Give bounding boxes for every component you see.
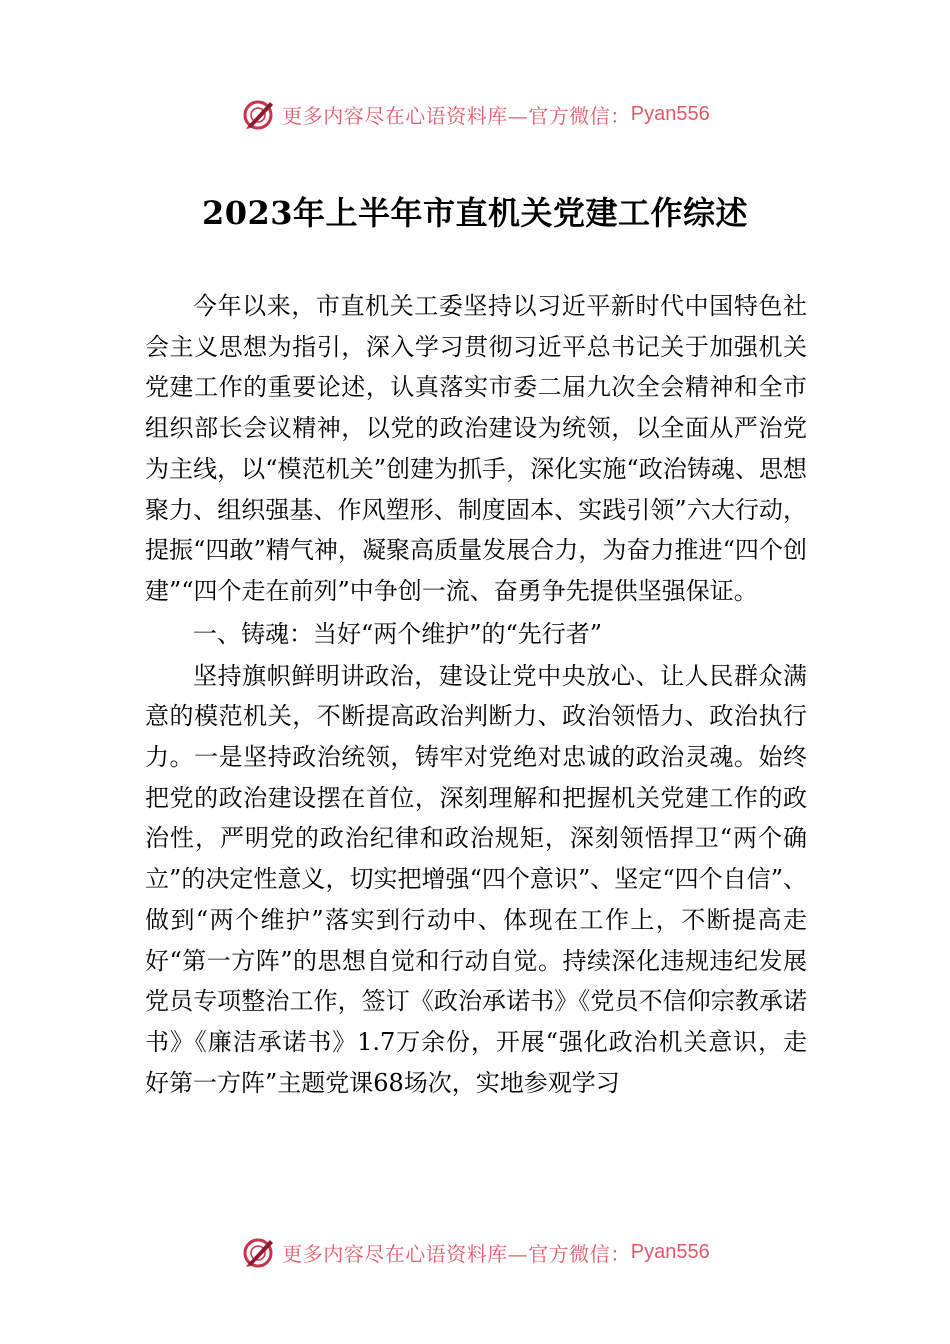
pen-logo-icon xyxy=(240,1234,276,1270)
watermark-text: 更多内容尽在心语资料库—官方微信： xyxy=(282,1241,631,1266)
header-watermark xyxy=(0,94,950,134)
section-heading: 一、铸魂：当好“两个维护”的“先行者” xyxy=(193,619,603,648)
document-title: 2023年上半年市直机关党建工作综述 xyxy=(201,194,749,232)
body-paragraph: 坚持旗帜鲜明讲政治，建设让党中央放心、让人民群众满意的模范机关，不断提高政治判断力、政治领悟力、政治执行力。一是坚持政治统领，铸牢对党绝对忠诚的政治灵魂。始终把党的政治建设摆在首位，深刻理解和把握机关党建工作的政治性，严明党的政治纪律和政治规矩，深刻领悟捍卫“两个确立”的决定性意义，切实把增强“四个意识”、坚定“四个自信”、做到“两个维护”落实到行动中、体现在工作上，不断提高走好“第一方阵”的思想自觉和行动自觉。持续深化违规违纪发展党员专项整治工作，签订《政治承诺书》《党员不信仰宗教承诺书》《廉洁承诺书》1.7万余份，开展“强化政治机关意识，走好第一方阵”主题党课68场次，实地参观学习 xyxy=(145,661,807,1097)
pen-logo-icon xyxy=(240,96,276,132)
watermark-wechat-id: Pyan556 xyxy=(630,102,710,125)
intro-paragraph: 今年以来，市直机关工委坚持以习近平新时代中国特色社会主义思想为指引，深入学习贯彻习近平总书记关于加强机关党建工作的重要论述，认真落实市委二届九次全会精神和全市组织部长会议精神，以党的政治建设为统领，以全面从严治党为主线，以“模范机关”创建为抓手，深化实施“政治铸魂、思想聚力、组织强基、作风塑形、制度固本、实践引领”六大行动，提振“四敢”精气神，凝聚高质量发展合力，为奋力推进“四个创建”“四个走在前列”中争创一流、奋勇争先提供坚强保证。 xyxy=(145,292,807,605)
watermark-wechat-id: Pyan556 xyxy=(630,1240,710,1263)
footer-watermark xyxy=(0,1232,950,1272)
watermark-text: 更多内容尽在心语资料库—官方微信： xyxy=(282,103,631,128)
document-body xyxy=(145,286,807,1103)
